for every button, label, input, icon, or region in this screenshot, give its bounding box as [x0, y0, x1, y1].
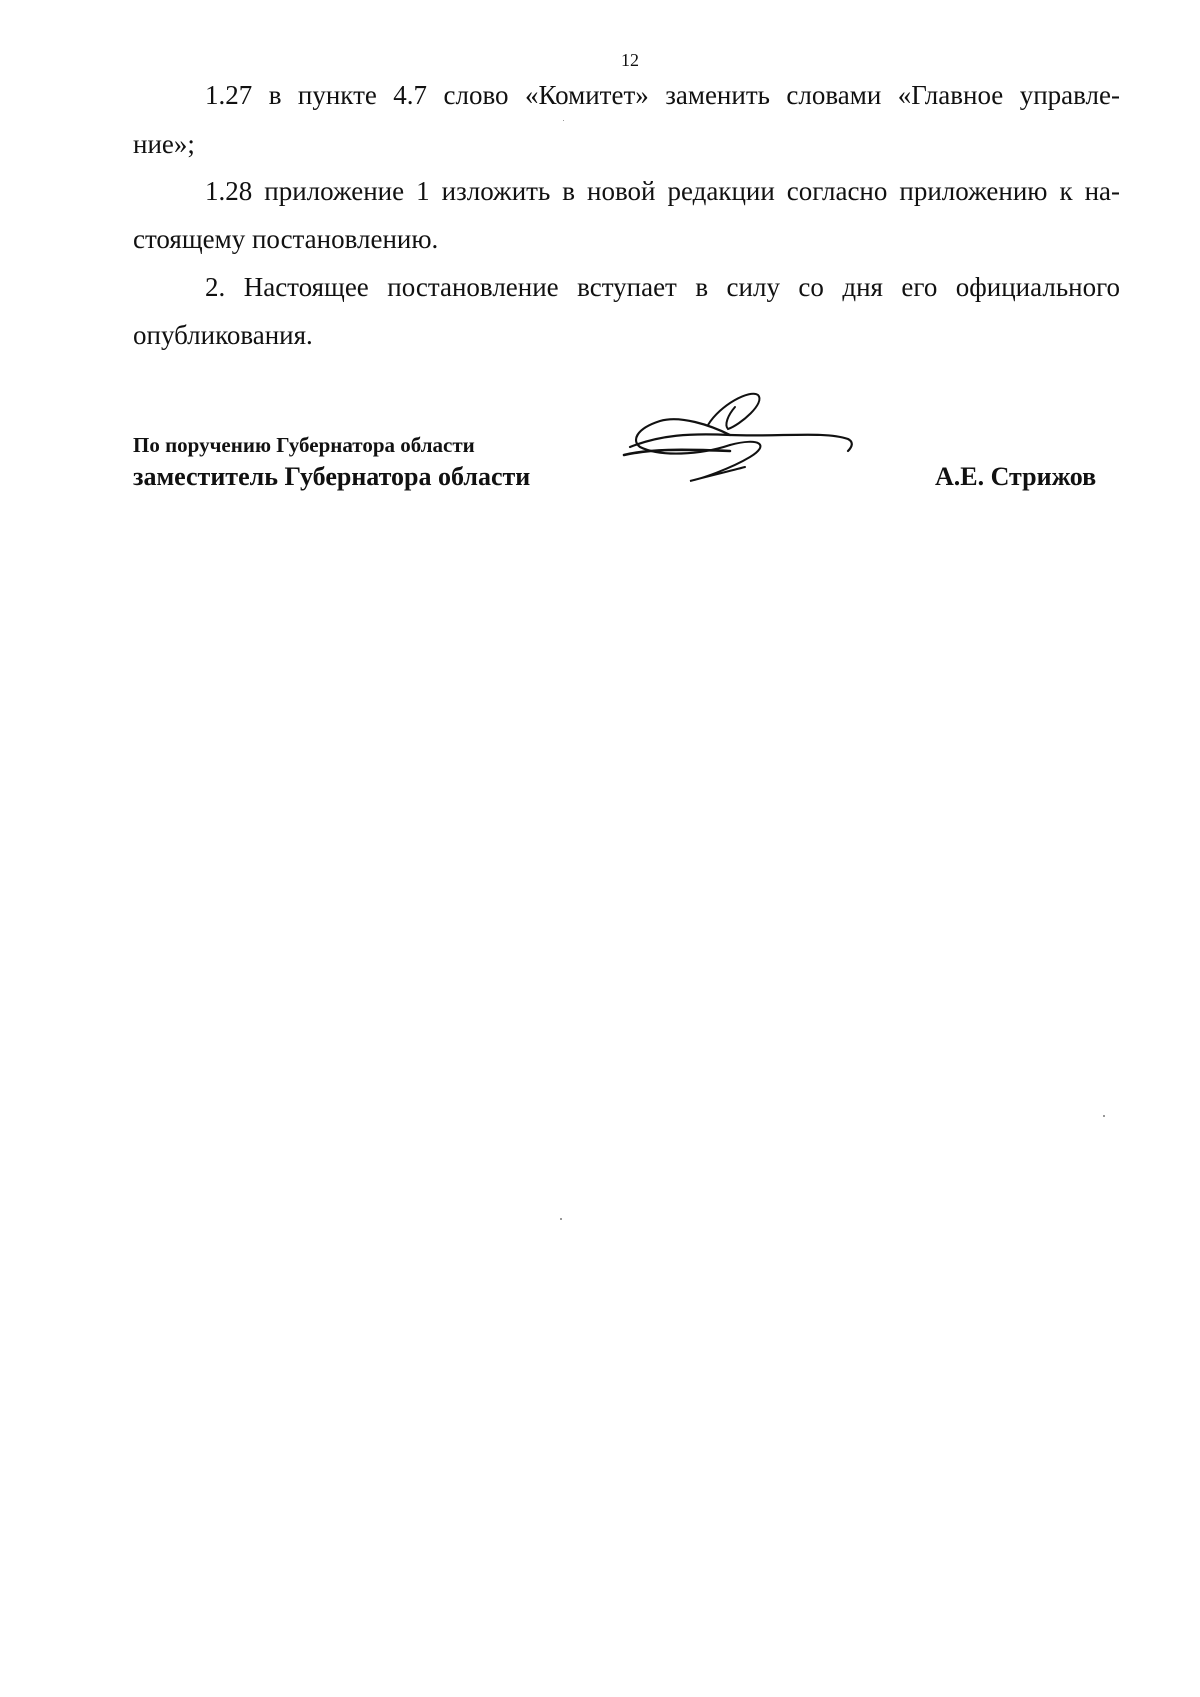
- paragraph-1-line-2: ние»;: [133, 129, 195, 159]
- paragraph-1-line-1: 1.27 в пункте 4.7 слово «Комитет» заменить словами «Главное управле-: [205, 80, 1120, 110]
- handwritten-signature: [620, 385, 860, 495]
- signer-position: заместитель Губернатора области: [133, 462, 531, 491]
- paragraph-3-line-1: 2. Настоящее постановление вступает в силу со дня его официального: [205, 272, 1120, 302]
- scan-speck: [1103, 1115, 1105, 1117]
- paragraph-3-line-2: опубликования.: [133, 320, 313, 350]
- signature-authority-line: По поручению Губернатора области: [133, 433, 475, 457]
- paragraph-2-line-2: стоящему постановлению.: [133, 224, 439, 254]
- paragraph-2-line-1: 1.28 приложение 1 изложить в новой редакции согласно приложению к на-: [205, 176, 1120, 206]
- scan-speck: [563, 120, 564, 121]
- page-number: 12: [621, 50, 639, 70]
- signer-name: А.Е. Стрижов: [935, 462, 1097, 491]
- scan-speck: [560, 1218, 562, 1220]
